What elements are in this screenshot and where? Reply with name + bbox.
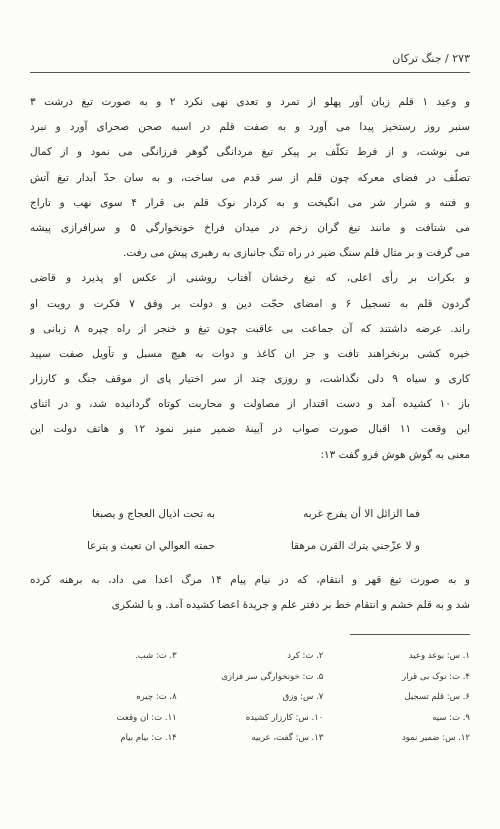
- text-line: گردون قلم به تسجیل ۶ و امضای حجّت دین و دولت بر وفق ۷ فکرت و رویت او: [30, 297, 470, 310]
- text-line: می نوشت، و از فرط تکلّف بر پیکر تیغ مردانگی گوهر فرزانگی می نمود و از کمال: [30, 146, 470, 159]
- header-rule: [30, 72, 470, 73]
- verse-hemistich-left: به تحت اذيال العجاج و يصبغا: [91, 508, 215, 520]
- footnote: ۲. ت: کرد: [287, 651, 324, 661]
- text-line: این وقعت ۱۱ اقبال صورت صواب در آیینهٔ ضمیر منیر نمود ۱۲ و هاتف دولت این: [30, 423, 470, 436]
- footnote: ۱۱. ت: ان وقعت: [116, 712, 177, 723]
- footnote-row: [30, 646, 470, 667]
- footnote: ۷. س: وزق: [282, 692, 324, 702]
- footnote-row: [30, 687, 470, 708]
- footnote: ۵. ت: خونخوارگی سر فرازی: [221, 671, 324, 682]
- text-line: می شتافت و مانند تیغ گران زخم در میدان فراخ خونخوارگی ۵ و سرافرازی پیشه: [30, 221, 470, 234]
- footnote: ۱۲. س: ضمیر نمود: [401, 733, 470, 743]
- text-line: معنی به گوش هوش فرو گفت ۱۳:: [320, 448, 470, 461]
- running-head: ۲۷۳ / جنگ ترکان: [392, 52, 470, 65]
- verse-hemistich-right: فما الزائل الا أن يفرج غربه: [303, 508, 420, 520]
- closing-text-block: [30, 568, 470, 618]
- text-line: و وعید ۱ قلم زبان آور پهلو از تمرد و تعدی نهی نکرد ۲ و به صورت تیغ درشت ۳: [30, 96, 470, 108]
- text-line: تصلّف در فضای معرکه چون قلم از سر قدم می ساخت، و به سان حدّ آبدار تیغ آتش: [30, 171, 470, 184]
- footnote: ۹. ت: سیه: [432, 712, 470, 723]
- verse-hemistich-left: حمته العوالي ان تعيث و يترعا: [86, 540, 215, 552]
- main-text-block: [30, 90, 470, 468]
- footnote-rule: [350, 634, 470, 635]
- footnote: ۶. س: قلم تسجیل: [404, 692, 470, 702]
- text-line: و فتنه و شرار شر می انگیخت و به کردار نوک قلم بی قرار ۴ سوی نهب و تاراج: [30, 196, 470, 209]
- footnote: ۱۰. س: کارزار کشیده: [245, 712, 324, 723]
- footnote: ۱. س: بوعد وعید: [408, 651, 470, 661]
- text-line: راند. عرضه داشتند که آن جماعت بی عاقبت چون تیغ و خنجر از راه چپره ۸ زبانی و: [30, 322, 470, 335]
- footnote: [30, 667, 177, 688]
- text-line: می گرفت و بر مثال قلم سنگ ضبر در راه تنگ جانبازی به رهبری پیش می رفت.: [123, 247, 470, 260]
- footnote: ۱۴. ت: بیام بیام: [120, 733, 177, 743]
- footnotes: [30, 646, 470, 749]
- text-line: خیره کشی برنخراهند تافت و جز ان کاغذ و دوات به هیچ مسبل و تأویل صفت سپید: [30, 347, 470, 360]
- footnote: ۱۳. س: گفت، عربیه: [251, 733, 324, 743]
- text-line: و به صورت تیغ قهر و انتقام، که در نیام پیام ۱۴ مرگ اعدا می داد، به برهنه کرده: [30, 574, 470, 586]
- footnote-row: [30, 667, 470, 688]
- footnote-row: [30, 728, 470, 749]
- footnote-row: [30, 708, 470, 729]
- text-line: شد و به قلم خشم و انتقام خط بر دفتر علم و جریدهٔ اعضا کشیده آمد. و با لشکری: [111, 599, 470, 612]
- footnote: ۸. ت: چیره: [136, 692, 177, 702]
- footnote: ۳. ت: شب.: [134, 651, 177, 661]
- text-line: سنبر روز رستخیز پیدا می آورد و به صفت قلم در اسبه صحن صحرای آورد و نبرد: [30, 121, 470, 134]
- text-line: و بکرات بر رأی اعلی، که تیغ رخشان آفتاب روشنی از عکس او پذیرد و قاضی: [30, 272, 470, 285]
- footnote: ۴. ت: نوک بی قرار: [402, 671, 470, 682]
- verse-hemistich-right: و لا عزّجني يترك القرن مرهقا: [290, 540, 420, 552]
- text-line: باز ۱۰ کشیده آمد و دست اقتدار از مصاولت و محاربت کوتاه گردانیده شد، و در اثنای: [30, 398, 470, 411]
- text-line: کاری و سیاه ۹ دلی نگذاشت، و روزی چند از سر اختیار پای از موقف جنگ و کارزار: [30, 373, 470, 386]
